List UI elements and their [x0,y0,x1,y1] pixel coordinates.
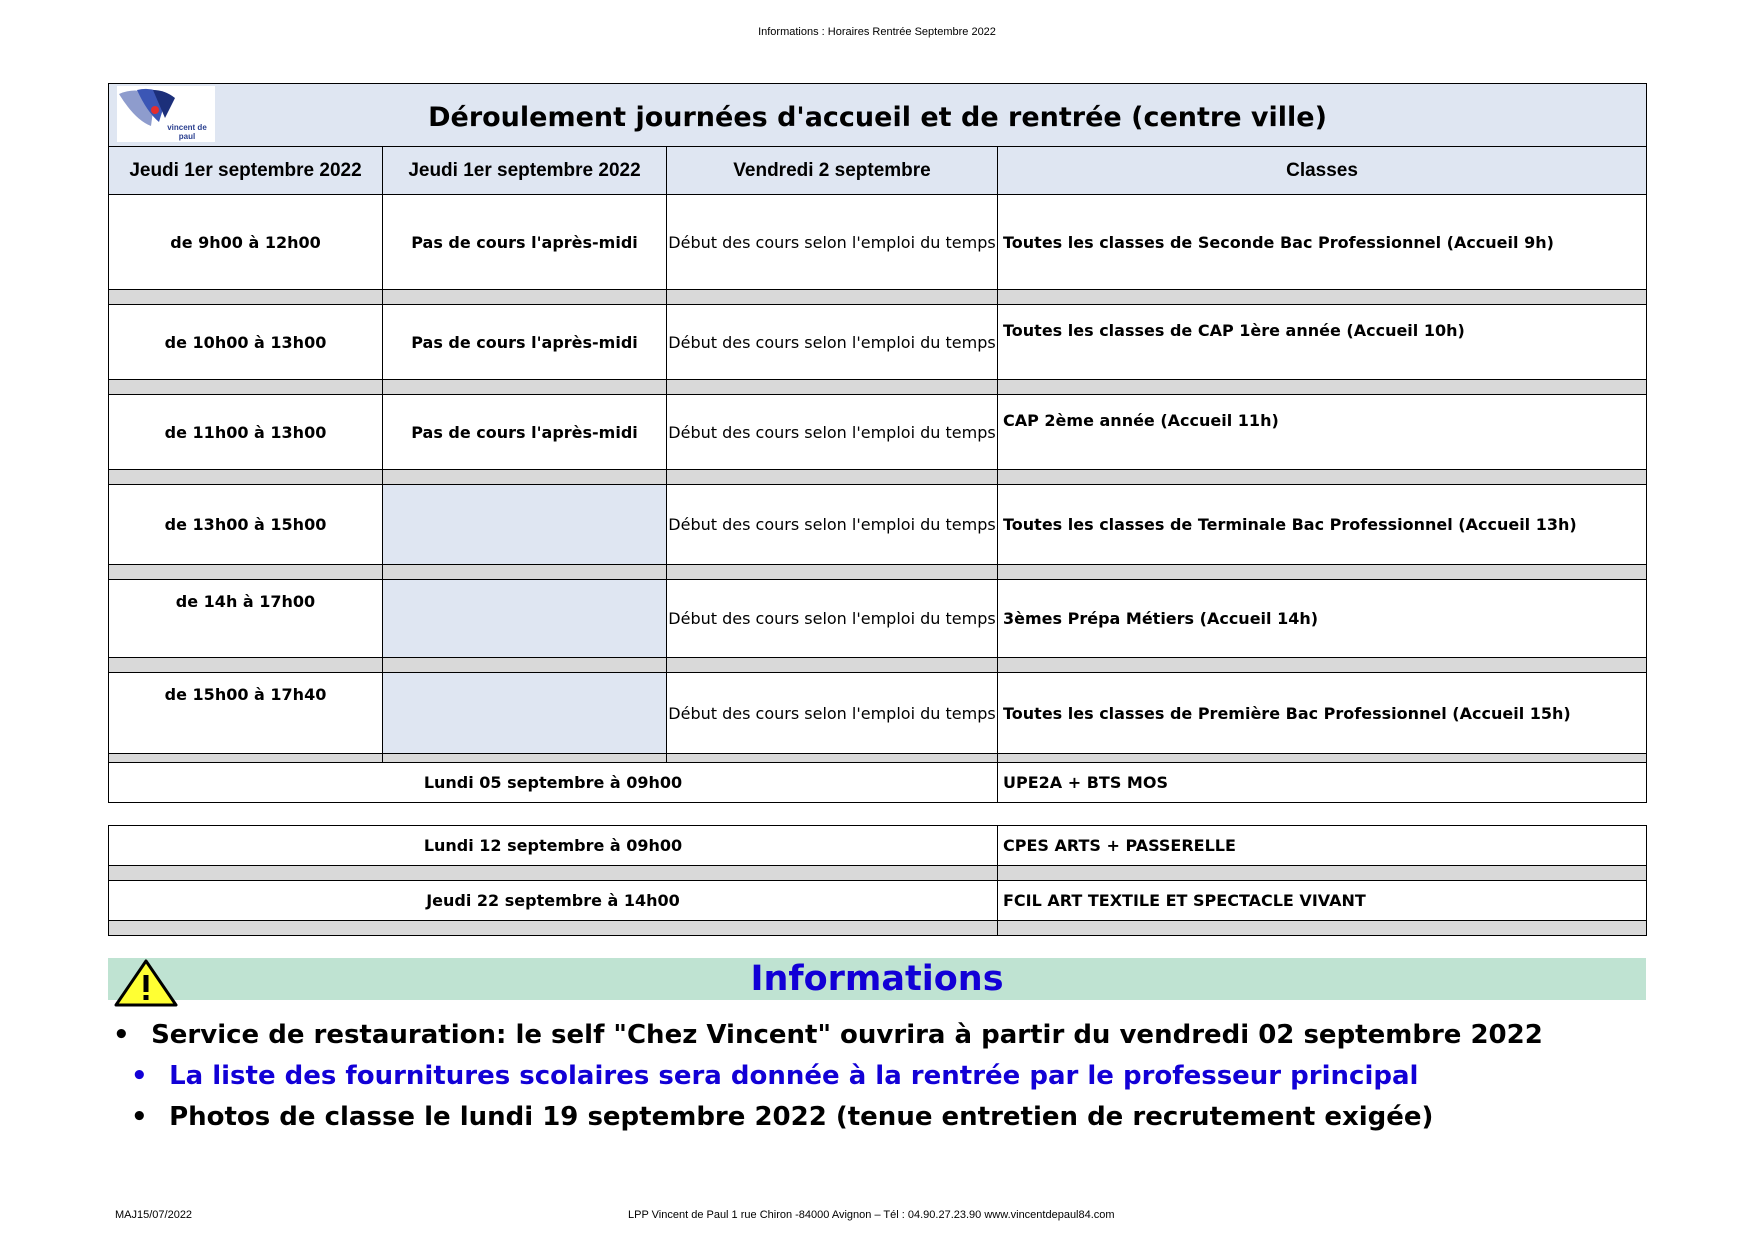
time-cell: de 14h à 17h00 [109,580,383,658]
classes-cell: Toutes les classes de Terminale Bac Professionnel (Accueil 13h) [998,485,1647,565]
classes-cell: Toutes les classes de CAP 1ère année (Accueil 10h) [998,305,1647,380]
time-cell: de 15h00 à 17h40 [109,673,383,754]
table-row [109,485,1647,565]
time-cell: de 13h00 à 15h00 [109,485,383,565]
separator-row [109,658,1647,673]
bullet-text: Photos de classe le lundi 19 septembre 2022 (tenue entretien de recrutement exigée) [169,1102,1434,1132]
classes-cell: Toutes les classes de Première Bac Professionnel (Accueil 15h) [998,673,1647,754]
separator-row [109,290,1647,305]
separator-row [109,565,1647,580]
time-cell: de 11h00 à 13h00 [109,395,383,470]
page-title: Déroulement journées d'accueil et de rentrée (centre ville) [428,101,1327,133]
table-row [109,305,1647,380]
afternoon-cell: Pas de cours l'après-midi [383,395,667,470]
separator-row [109,866,1647,881]
info-bullet [131,1061,1418,1091]
friday-cell: Début des cours selon l'emploi du temps [667,580,998,658]
bullet-dot: • [131,1061,148,1091]
bullet-dot: • [131,1102,148,1132]
date-cell: Jeudi 22 septembre à 14h00 [109,881,998,921]
classes-cell: FCIL ART TEXTILE ET SPECTACLE VIVANT [998,881,1647,921]
bullet-text: Service de restauration: le self "Chez Vincent" ouvrira à partir du vendredi 02 septembre 2022 [151,1020,1543,1050]
info-title: Informations [750,959,1004,999]
classes-cell: Toutes les classes de Seconde Bac Professionnel (Accueil 9h) [998,195,1647,290]
friday-cell: Début des cours selon l'emploi du temps [667,195,998,290]
afternoon-cell [383,580,667,658]
column-header: Jeudi 1er septembre 2022 [383,147,667,195]
column-header: Jeudi 1er septembre 2022 [109,147,383,195]
warning-icon [113,958,179,1008]
afternoon-cell [383,485,667,565]
schedule-table [108,83,1647,803]
classes-cell: CPES ARTS + PASSERELLE [998,826,1647,866]
bullet-text: La liste des fournitures scolaires sera donnée à la rentrée par le professeur principal [169,1061,1419,1091]
separator-row [109,470,1647,485]
separator-row [109,921,1647,936]
logo-text: vincent de paul [167,123,207,141]
info-bullet [131,1102,1433,1132]
later-schedule-table [108,825,1647,936]
table-row [109,195,1647,290]
table-row [109,395,1647,470]
footer-date: MAJ15/07/2022 [115,1209,193,1221]
table-row [109,881,1647,921]
classes-cell: 3èmes Prépa Métiers (Accueil 14h) [998,580,1647,658]
time-cell: de 10h00 à 13h00 [109,305,383,380]
time-cell: de 9h00 à 12h00 [109,195,383,290]
afternoon-cell [383,673,667,754]
table-row [109,673,1647,754]
afternoon-cell: Pas de cours l'après-midi [383,305,667,380]
column-header: Classes [998,147,1647,195]
info-bullet [113,1020,1543,1050]
footer-address: LPP Vincent de Paul 1 rue Chiron -84000 Avignon – Tél : 04.90.27.23.90 www.vincentdepaul84.com [628,1209,1115,1221]
table-row [109,826,1647,866]
classes-cell: CAP 2ème année (Accueil 11h) [998,395,1647,470]
table-row [109,580,1647,658]
title-cell [109,84,1647,147]
info-banner [108,958,1646,1000]
school-logo [117,86,215,142]
column-header: Vendredi 2 septembre [667,147,998,195]
afternoon-cell: Pas de cours l'après-midi [383,195,667,290]
title-row [109,84,1647,147]
date-cell: Lundi 05 septembre à 09h00 [109,763,998,803]
friday-cell: Début des cours selon l'emploi du temps [667,305,998,380]
table-row [109,763,1647,803]
separator-row [109,380,1647,395]
date-cell: Lundi 12 septembre à 09h00 [109,826,998,866]
separator-row [109,754,1647,763]
friday-cell: Début des cours selon l'emploi du temps [667,395,998,470]
bullet-dot: • [113,1020,130,1050]
classes-cell: UPE2A + BTS MOS [998,763,1647,803]
friday-cell: Début des cours selon l'emploi du temps [667,673,998,754]
page-header-note: Informations : Horaires Rentrée Septembre 2022 [758,26,996,38]
column-header-row [109,147,1647,195]
friday-cell: Début des cours selon l'emploi du temps [667,485,998,565]
